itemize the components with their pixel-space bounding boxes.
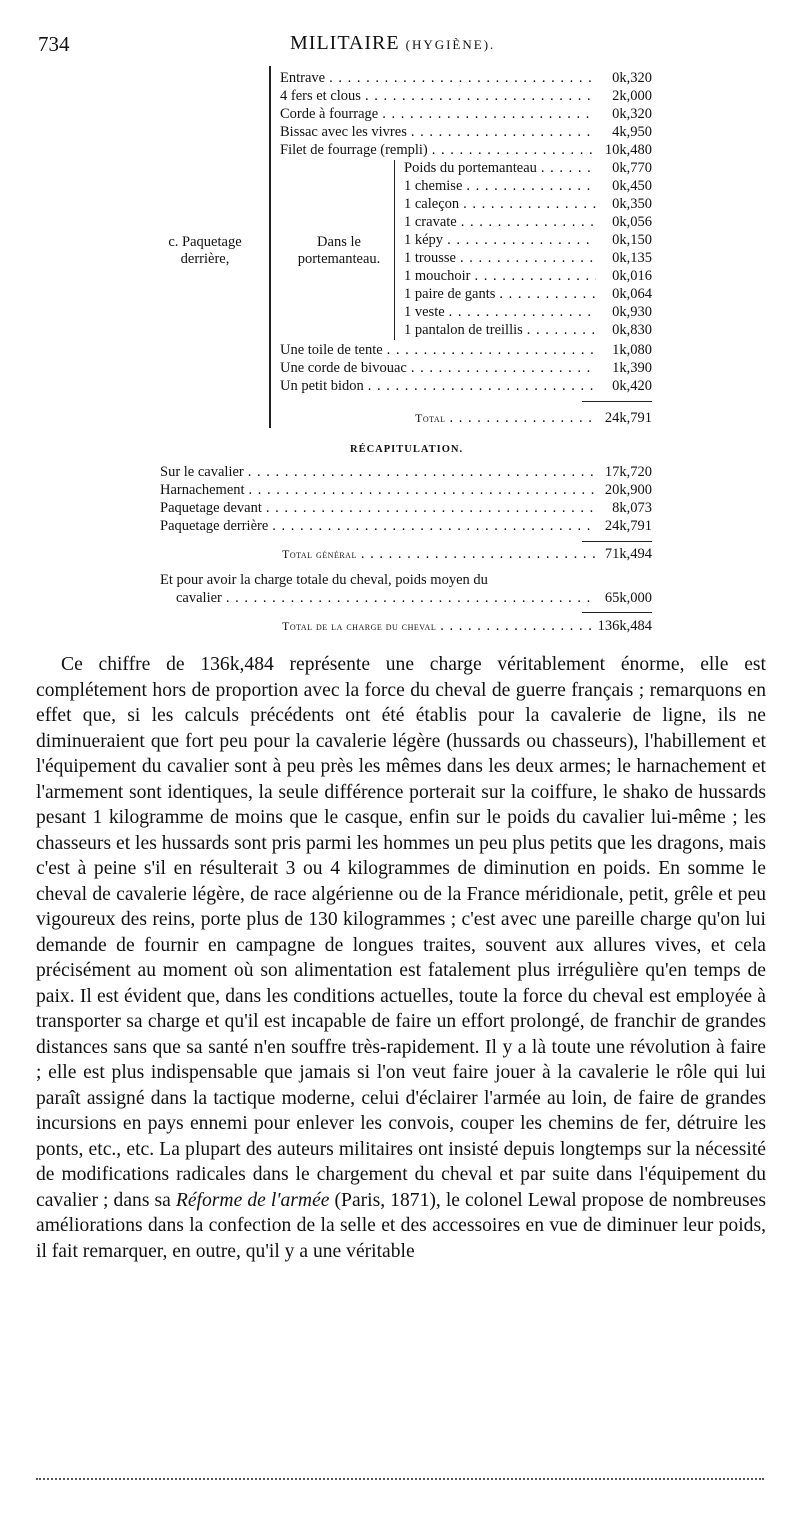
portemanteau-row: 1 veste . . . 0k,930 [404,304,652,321]
inner-brace [394,160,395,340]
book-title: Réforme de l'armée [175,1189,330,1211]
outer-brace [269,66,271,428]
item-row: Un petit bidon . . . 0k,420 [280,378,652,395]
portemanteau-row: 1 chemise . . . 0k,450 [404,178,652,195]
portemanteau-row: 1 cravate . . . 0k,056 [404,214,652,231]
item-row: Filet de fourrage (rempli) . . . 10k,480 [280,142,652,159]
recap-heading: RÉCAPITULATION. [350,444,464,455]
footer-rule [36,1478,764,1480]
running-header [290,32,495,55]
portemanteau-row: 1 caleçon . . . 0k,350 [404,196,652,213]
rider-weight-row: cavalier . . . 65k,000 [176,590,652,607]
item-row: Entrave . . . 0k,320 [280,70,652,87]
recap-row: Sur le cavalier . . . 17k,720 [160,464,652,481]
grand-total-row: Total général . . . 71k,494 [282,546,652,563]
portemanteau-row: 1 pantalon de treillis . . . 0k,830 [404,322,652,339]
item-row: Une toile de tente . . . 1k,080 [280,342,652,359]
item-row: Une corde de bivouac . . . 1k,390 [280,360,652,377]
running-header-subtitle: (HYGIÈNE). [405,37,496,52]
portemanteau-row: 1 képy . . . 0k,150 [404,232,652,249]
horse-total-rule [582,612,652,613]
total-rule [582,401,652,402]
portemanteau-row: Poids du portemanteau . . . 0k,770 [404,160,652,177]
recap-row: Paquetage devant . . . 8k,073 [160,500,652,517]
section-c-total-row: Total . . . 24k,791 [415,410,652,427]
portemanteau-row: 1 paire de gants . . . 0k,064 [404,286,652,303]
horse-total-row: Total de la charge du cheval . . . 136k,484 [282,618,652,635]
recap-row: Paquetage derrière . . . 24k,791 [160,518,652,535]
portemanteau-label: Dans le portemanteau. [297,234,381,267]
portemanteau-row: 1 mouchoir . . . 0k,016 [404,268,652,285]
running-header-title: MILITAIRE [290,32,400,54]
recap-row: Harnachement . . . 20k,900 [160,482,652,499]
section-c-label: c. Paquetage derrière, [168,234,242,267]
portemanteau-row: 1 trousse . . . 0k,135 [404,250,652,267]
grand-total-rule [582,541,652,542]
item-row: Corde à fourrage . . . 0k,320 [280,106,652,123]
body-paragraph: Ce chiffre de 136k,484 représente une charge véritablement énorme, elle est complétement hors de proportion avec la force du cheval de guerre français ; remarquons en effet que, si les calculs précédents ont été établis pour la cavalerie de ligne, ils ne diminueraient que fort peu pour la cavalerie légère (hussards ou chasseurs), l'habillement et l'équipement du cavalier sont à peu près les mêmes dans les deux armes; le harnachement et l'armement sont identiques, la seule différence porterait sur la coiffure, le shako de hussards pesant 1 kilogramme de moins que le casque, enfin sur le poids du cavalier lui-même ; les chasseurs et les hussards sont pris parmi les hommes un peu plus petits que les dragons, mais c'est à peine s'il en résulterait 3 ou 4 kilogrammes de diminution en poids. En somme le cheval de cavalerie légère, de race algérienne ou de la France méridionale, petit, grêle et peu vigoureux des reins, porte plus de 130 kilogrammes ; c'est avec une pareille charge qu'on lui demande de fournir en campagne de longues traites, souvent aux allures vives, et cela précisément au moment où son alimentation est fatalement plus irrégulière qu'en temps de paix. Il est évident que, dans les conditions actuelles, toute la force du cheval est employée à transporter sa charge et qu'il est incapable de faire un effort prolongé, de franchir de grandes distances sans que sa santé n'en souffre très-rapidement. Il y a là toute une révolution à faire ; elle est plus indispensable que jamais si l'on veut faire jouer à la cavalerie le rôle qui lui paraît assigné dans la tactique moderne, celui d'éclairer l'armée au loin, de faire de grandes incursions en pays ennemi pour enlever les convois, couper les chemins de fer, détruire les ponts, etc., etc. La plupart des auteurs militaires ont insisté depuis longtemps sur la nécessité de modifications radicales dans le chargement du cheval et par suite dans l'équipement du cavalier ; dans sa Réforme de l'armée (Paris, 1871), le colonel Lewal propose de nombreuses améliorations dans la confection de la selle et des accessoires en vue de diminuer leur poids, il fait remarquer, en outre, qu'il y a une véritable [36,654,766,1262]
rider-weight-text: Et pour avoir la charge totale du cheval, poids moyen du [160,572,488,588]
item-row: Bissac avec les vivres . . . 4k,950 [280,124,652,141]
item-row: 4 fers et clous . . . 2k,000 [280,88,652,105]
page-number: 734 [38,32,70,56]
